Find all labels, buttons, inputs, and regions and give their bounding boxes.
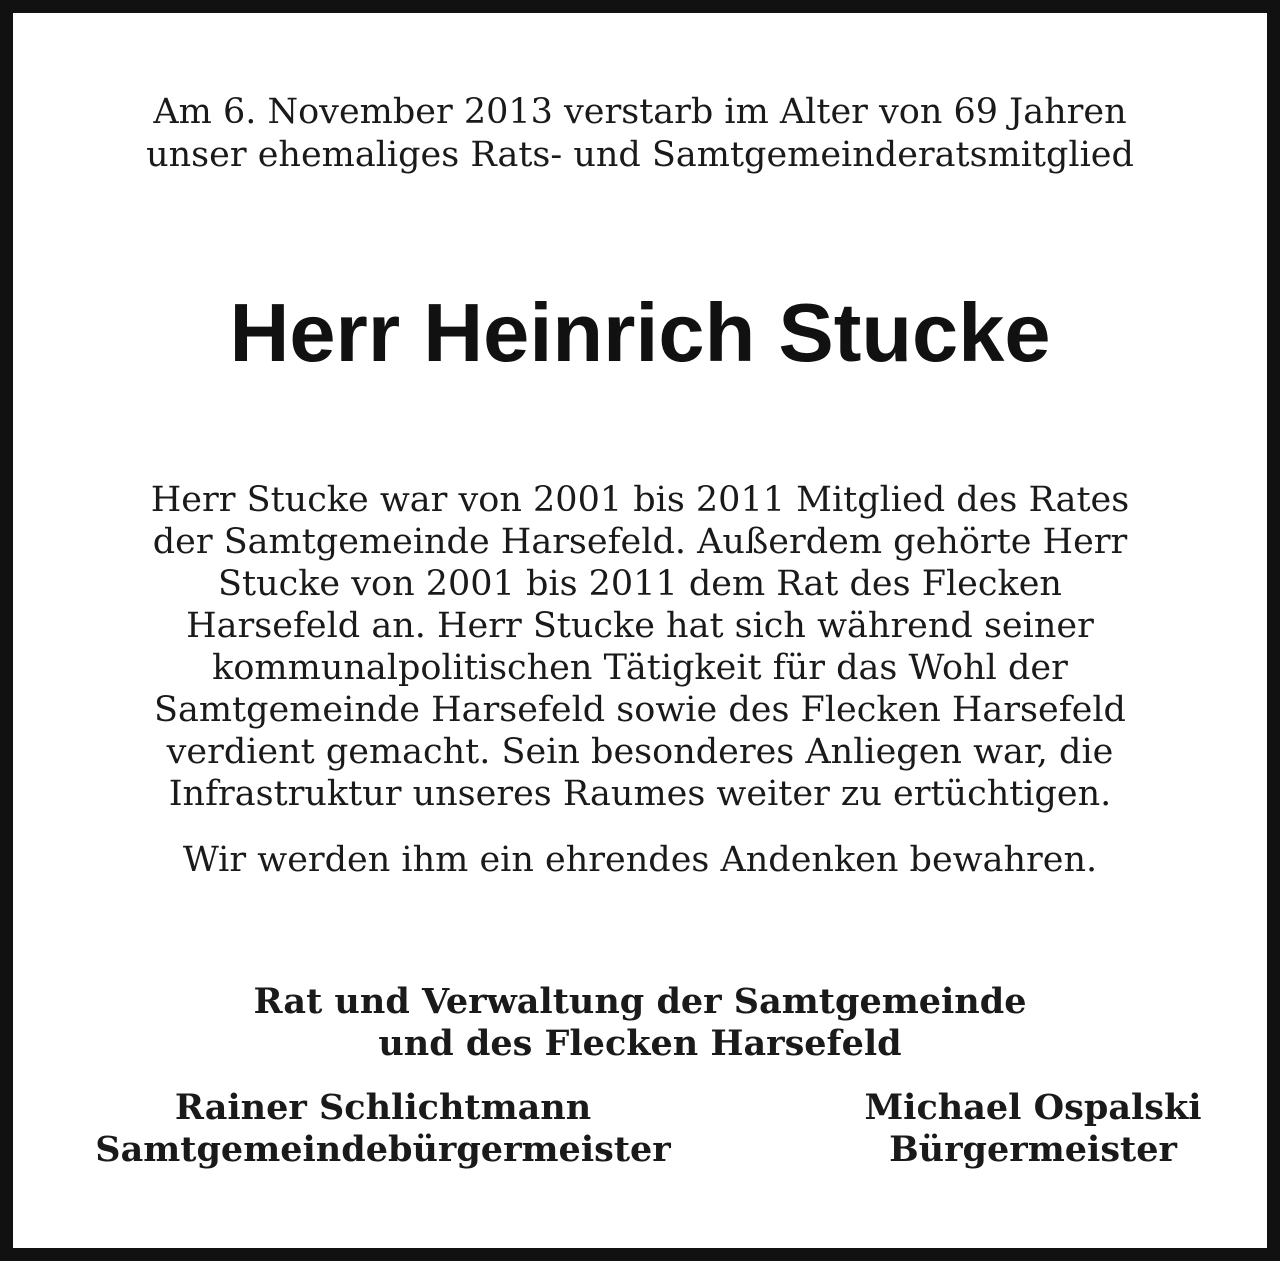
tribute-line: der Samtgemeinde Harsefeld. Außerdem gehörte Herr: [152, 522, 1128, 562]
signing-organization: [13, 981, 1267, 1065]
closing-sentence: Wir werden ihm ein ehrendes Andenken bewahren.: [182, 840, 1098, 880]
intro-line: Am 6. November 2013 verstarb im Alter von 69 Jahren: [153, 92, 1127, 132]
signer-name: Michael Ospalski: [864, 1087, 1202, 1128]
tribute-line: Stucke von 2001 bis 2011 dem Rat des Flecken: [218, 564, 1062, 604]
organization-line: Rat und Verwaltung der Samtgemeinde: [253, 981, 1027, 1022]
signer-title: Samtgemeindebürgermeister: [95, 1129, 671, 1170]
tribute-line: Samtgemeinde Harsefeld sowie des Flecken Harsefeld: [154, 690, 1126, 730]
tribute-line: verdient gemacht. Sein besonderes Anliegen war, die: [166, 732, 1114, 772]
tribute-line: Herr Stucke war von 2001 bis 2011 Mitglied des Rates: [150, 480, 1130, 520]
tribute-line: Infrastruktur unseres Raumes weiter zu ertüchtigen.: [168, 774, 1112, 814]
deceased-name: Herr Heinrich Stucke: [229, 286, 1051, 379]
tribute-line: Harsefeld an. Herr Stucke hat sich während seiner: [186, 606, 1094, 646]
organization-line: und des Flecken Harsefeld: [378, 1023, 902, 1064]
signer-name: Rainer Schlichtmann: [174, 1087, 592, 1128]
tribute-line: kommunalpolitischen Tätigkeit für das Wohl der: [212, 648, 1068, 688]
intro-line: unser ehemaliges Rats- und Samtgemeinderatsmitglied: [146, 135, 1134, 175]
tribute-paragraph: [13, 479, 1267, 815]
signer-title: Bürgermeister: [889, 1129, 1177, 1170]
signer-right: [753, 1087, 1280, 1171]
intro-text: [13, 91, 1267, 177]
signer-left: [73, 1087, 693, 1171]
